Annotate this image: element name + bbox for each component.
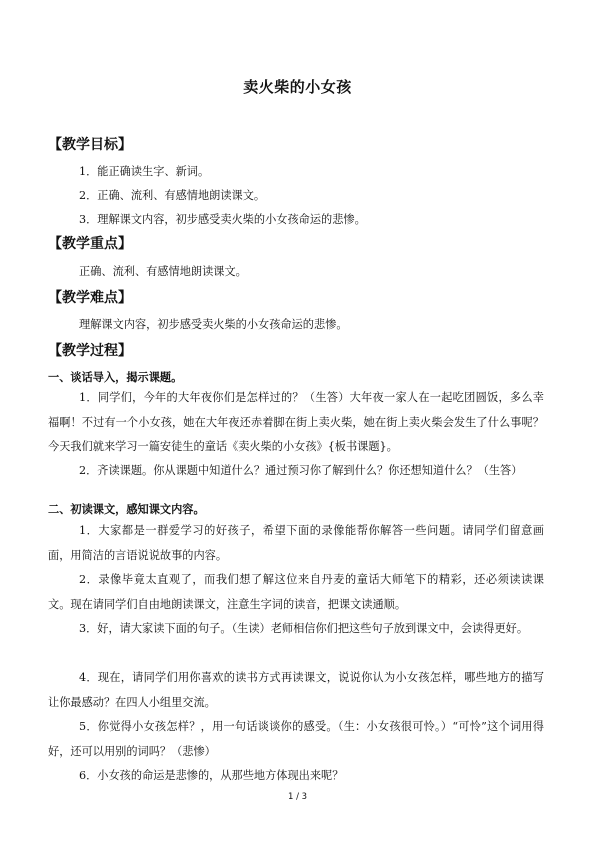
goal-item: 1．能正确读生字、新词。: [79, 165, 210, 178]
part1-paragraph: 2．齐读课题。你从课题中知道什么？通过预习你了解到什么？你还想知道什么？（生答）: [79, 464, 523, 477]
part1-paragraph: 1．同学们，今年的大年夜你们是怎样过的？（生答）大年夜一家人在一起吃团圆饭，多么幸福啊！不过有一个小女孩，她在大年夜还赤着脚在街上卖火柴，她在街上卖火柴会发生了什么事呢？今天我们就来学习一篇安徒生的童话《卖火柴的小女孩》{板书课题}。: [48, 391, 544, 453]
goals-heading: 【教学目标】: [48, 137, 132, 153]
difficulty-text: 理解课文内容，初步感受卖火柴的小女孩命运的悲惨。: [79, 318, 348, 331]
part2-paragraph: 4．现在，请同学们用你喜欢的读书方式再读课文，说说你认为小女孩怎样，哪些地方的描写让你最感动？在四人小组里交流。: [48, 671, 544, 709]
part2-paragraph: 1．大家都是一群爱学习的好孩子，希望下面的录像能帮你解答一些问题。请同学们留意画面，用简洁的言语说说故事的内容。: [48, 524, 544, 562]
part2-paragraph: 5．你觉得小女孩怎样？，用一句话谈谈你的感受。（生：小女孩很可怜。）“可怜”这个词用得好，还可以用别的词吗？（悲惨）: [48, 720, 544, 758]
goal-item: 2．正确、流利、有感情地朗读课文。: [79, 189, 266, 202]
part2-paragraph: 2．录像毕竟太直观了，而我们想了解这位来自丹麦的童话大师笔下的精彩，还必须读读课文。现在请同学们自由地朗读课文，注意生字词的读音，把课文读通顺。: [48, 573, 544, 611]
part1-heading: 一、谈话导入，揭示课题。: [48, 371, 183, 384]
difficulty-heading: 【教学难点】: [48, 290, 132, 306]
page-number: 1 / 3: [287, 792, 308, 802]
focus-heading: 【教学重点】: [48, 236, 132, 252]
part2-paragraph: 6．小女孩的命运是悲惨的，从那些地方体现出来呢？: [79, 769, 344, 782]
focus-text: 正确、流利、有感情地朗读课文。: [79, 265, 247, 278]
part2-paragraph: 3．好，请大家读下面的句子。（生读）老师相信你们把这些句子放到课文中，会读得更好。: [79, 622, 529, 635]
goal-item: 3．理解课文内容，初步感受卖火柴的小女孩命运的悲惨。: [79, 213, 366, 226]
page-title: 卖火柴的小女孩: [243, 78, 352, 96]
process-heading: 【教学过程】: [48, 343, 132, 359]
part2-heading: 二、初读课文，感知课文内容。: [48, 503, 205, 516]
